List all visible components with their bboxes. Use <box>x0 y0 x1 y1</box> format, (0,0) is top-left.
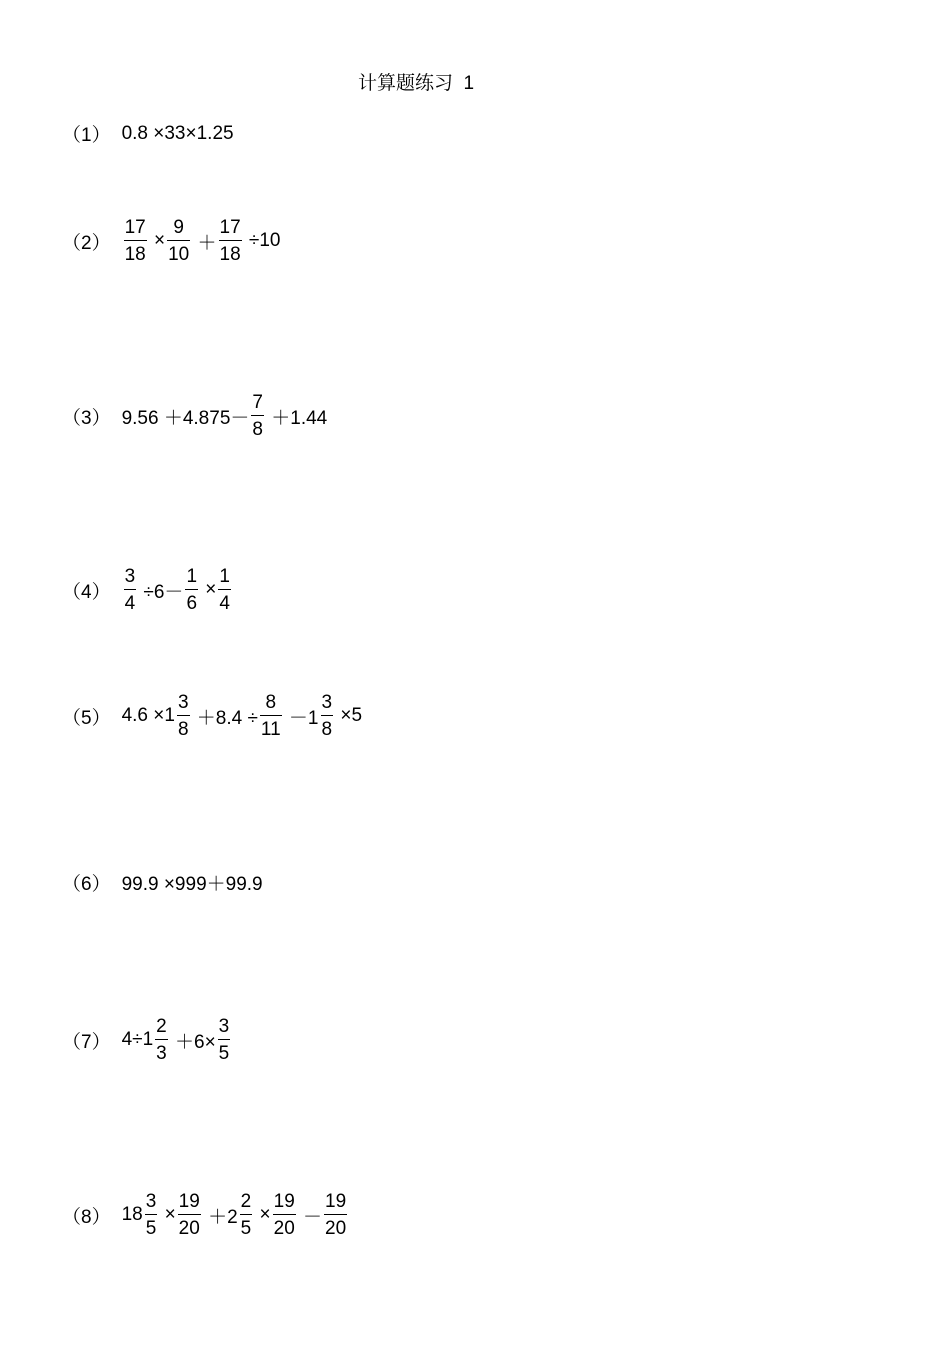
problem-7 <box>62 1017 232 1063</box>
expression-text: 99.9 ×999＋99.9 <box>121 874 263 895</box>
fraction-denominator: 5 <box>145 1218 157 1239</box>
problem-8 <box>62 1192 349 1238</box>
fraction-denominator: 20 <box>273 1218 295 1239</box>
expression-text: × <box>148 230 166 251</box>
fraction <box>218 1017 231 1063</box>
fraction <box>218 567 231 613</box>
fraction-numerator: 19 <box>325 1191 347 1212</box>
fraction-numerator: 2 <box>240 1191 252 1212</box>
fraction <box>145 1192 158 1238</box>
fraction <box>155 1017 168 1063</box>
problem-2 <box>62 218 281 264</box>
fraction <box>240 1192 253 1238</box>
expression-text: × <box>254 1204 271 1225</box>
expression-text: 0.8 ×33×1.25 <box>121 122 234 144</box>
fraction <box>260 693 282 739</box>
fraction-denominator: 6 <box>186 593 198 614</box>
expression-text: × <box>200 579 217 600</box>
fraction-numerator: 8 <box>265 692 277 713</box>
problem-3 <box>62 393 327 439</box>
expression-text: ＋6× <box>169 1031 216 1053</box>
fraction-numerator: 3 <box>177 692 189 713</box>
problem-number: （4） <box>62 581 111 603</box>
fraction-numerator: 19 <box>273 1191 295 1212</box>
fraction-denominator: 18 <box>124 244 146 265</box>
fraction-denominator: 5 <box>218 1043 230 1064</box>
fraction-numerator: 17 <box>124 217 146 238</box>
fraction-numerator: 1 <box>219 566 230 587</box>
expression-text: 4÷1 <box>121 1029 154 1050</box>
page-title: 计算题练习 1 <box>358 73 475 94</box>
expression-text: 9.56 ＋4.875－ <box>121 407 250 429</box>
fraction-denominator: 5 <box>240 1218 252 1239</box>
problem-4 <box>62 567 233 613</box>
fraction-denominator: 20 <box>325 1218 347 1239</box>
expression-text: ＋1.44 <box>265 407 328 429</box>
fraction-denominator: 8 <box>252 419 263 440</box>
expression-text: － <box>297 1206 323 1228</box>
expression-text: × <box>159 1204 176 1225</box>
fraction-denominator: 10 <box>168 244 190 265</box>
fraction-numerator: 19 <box>178 1191 200 1212</box>
fraction-numerator: 1 <box>186 566 198 587</box>
problem-number: （6） <box>62 874 111 895</box>
fraction <box>124 567 137 613</box>
fraction <box>324 1192 347 1238</box>
problem-6 <box>62 869 263 896</box>
fraction-denominator: 20 <box>178 1218 200 1239</box>
expression-text: －1 <box>283 707 319 729</box>
problem-number: （1） <box>62 125 111 146</box>
expression-text: 18 <box>121 1204 143 1225</box>
problem-5 <box>62 693 362 739</box>
expression-text: ×5 <box>335 705 363 726</box>
problem-number: （5） <box>62 707 111 729</box>
fraction <box>321 693 334 739</box>
expression-text: ＋8.4 ÷ <box>191 707 258 729</box>
expression-text: ÷6－ <box>138 581 184 603</box>
fraction-numerator: 17 <box>219 217 241 238</box>
fraction <box>273 1192 296 1238</box>
fraction-numerator: 3 <box>145 1191 157 1212</box>
fraction <box>185 567 198 613</box>
fraction-numerator: 2 <box>156 1016 167 1037</box>
problem-number: （2） <box>62 232 111 254</box>
fraction <box>178 1192 201 1238</box>
expression-text: ＋ <box>192 232 217 254</box>
fraction-denominator: 4 <box>124 593 136 614</box>
fraction-numerator: 3 <box>218 1016 230 1037</box>
fraction <box>167 218 190 264</box>
fraction-numerator: 9 <box>173 217 184 238</box>
expression-text: 4.6 ×1 <box>121 705 175 726</box>
fraction <box>219 218 242 264</box>
fraction-numerator: 3 <box>124 566 136 587</box>
fraction-denominator: 11 <box>260 719 281 740</box>
fraction-denominator: 3 <box>156 1043 167 1064</box>
expression-text: ＋2 <box>202 1206 238 1228</box>
fraction-denominator: 8 <box>177 719 189 740</box>
fraction <box>251 393 264 439</box>
fraction-denominator: 8 <box>321 719 333 740</box>
problem-1 <box>62 120 234 147</box>
fraction-denominator: 18 <box>219 244 241 265</box>
problem-number: （7） <box>62 1031 111 1053</box>
problem-number: （8） <box>62 1206 111 1228</box>
fraction-numerator: 7 <box>252 392 263 413</box>
fraction-numerator: 3 <box>321 692 333 713</box>
expression-text: ÷10 <box>243 230 281 251</box>
fraction-denominator: 4 <box>219 593 230 614</box>
problem-number: （3） <box>62 407 111 429</box>
fraction <box>124 218 147 264</box>
fraction <box>177 693 190 739</box>
